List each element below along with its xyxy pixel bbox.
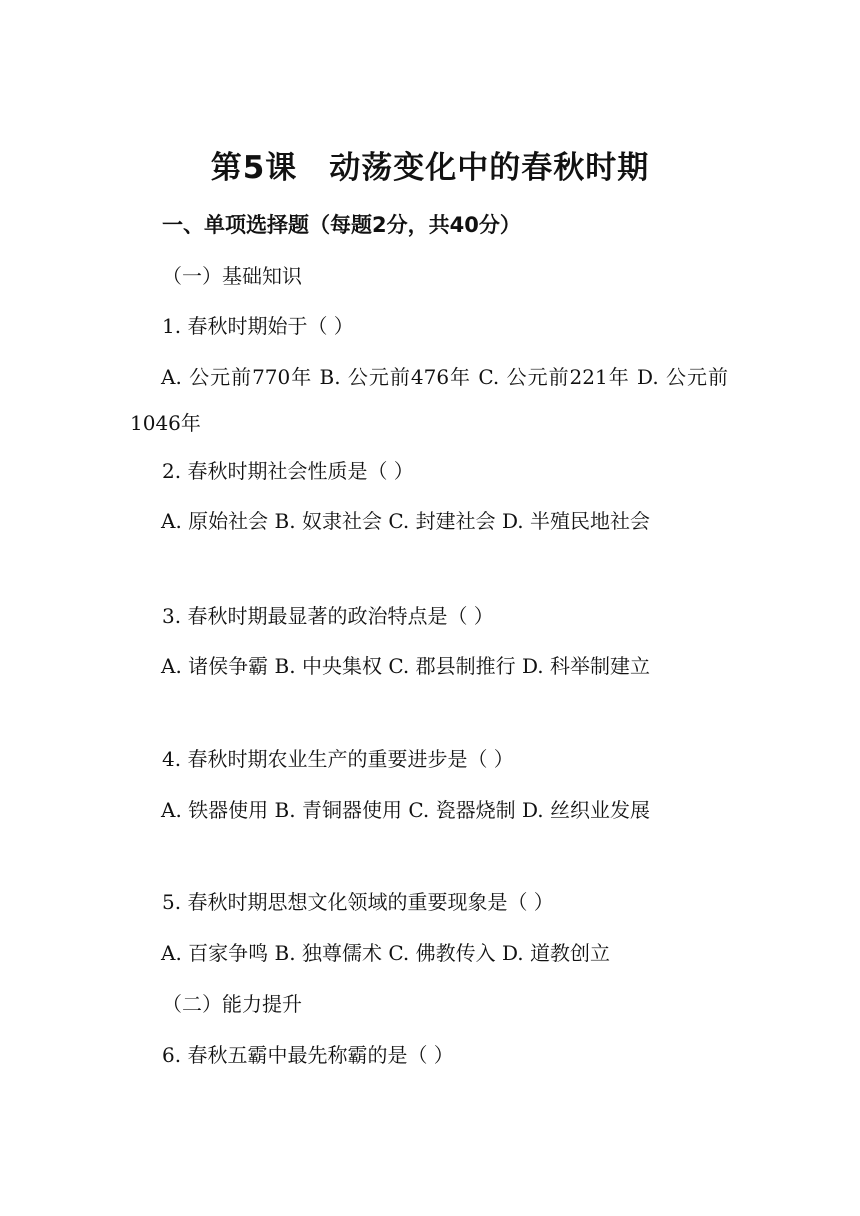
- question-3-option-a: A. 诸侯争霸: [161, 654, 269, 678]
- page-title: 第5课 动荡变化中的春秋时期: [210, 150, 650, 186]
- subsection-advanced-heading: （二）能力提升: [162, 992, 302, 1016]
- question-3-stem: 3. 春秋时期最显著的政治特点是（ ）: [162, 604, 494, 628]
- question-3-options: [130, 643, 728, 689]
- question-4-option-b: B. 青铜器使用: [274, 798, 402, 822]
- question-1-stem: 1. 春秋时期始于（ ）: [162, 314, 354, 338]
- question-6-stem: 6. 春秋五霸中最先称霸的是（ ）: [162, 1043, 454, 1067]
- question-4-stem: 4. 春秋时期农业生产的重要进步是（ ）: [162, 747, 514, 771]
- question-1-option-c: C. 公元前221年: [478, 365, 630, 389]
- question-3-option-b: B. 中央集权: [274, 654, 382, 678]
- question-5-options: [130, 930, 728, 976]
- question-5-option-c: C. 佛教传入: [388, 941, 496, 965]
- question-1-options: [130, 354, 728, 446]
- question-4-options: [130, 787, 728, 833]
- question-2-options: [130, 498, 728, 544]
- question-2-option-d: D. 半殖民地社会: [501, 509, 651, 533]
- question-4-option-a: A. 铁器使用: [161, 798, 269, 822]
- subsection-basic-heading: （一）基础知识: [162, 264, 302, 288]
- question-5-stem: 5. 春秋时期思想文化领域的重要现象是（ ）: [162, 890, 554, 914]
- question-2-stem: 2. 春秋时期社会性质是（ ）: [162, 459, 414, 483]
- question-1-option-a: A. 公元前770年: [161, 365, 313, 389]
- question-1-option-d: D. 公元前1046年: [130, 365, 729, 435]
- question-5-option-b: B. 独尊儒术: [274, 941, 382, 965]
- question-5-option-a: A. 百家争鸣: [161, 941, 269, 965]
- question-2-option-b: B. 奴隶社会: [274, 509, 382, 533]
- question-2-option-c: C. 封建社会: [388, 509, 496, 533]
- question-3-option-d: D. 科举制建立: [521, 654, 651, 678]
- question-1-option-b: B. 公元前476年: [319, 365, 471, 389]
- question-5-option-d: D. 道教创立: [501, 941, 611, 965]
- question-3-option-c: C. 郡县制推行: [388, 654, 516, 678]
- section-heading: 一、单项选择题（每题2分，共40分）: [162, 213, 521, 237]
- question-2-option-a: A. 原始社会: [161, 509, 269, 533]
- question-4-option-d: D. 丝织业发展: [521, 798, 651, 822]
- question-4-option-c: C. 瓷器烧制: [408, 798, 516, 822]
